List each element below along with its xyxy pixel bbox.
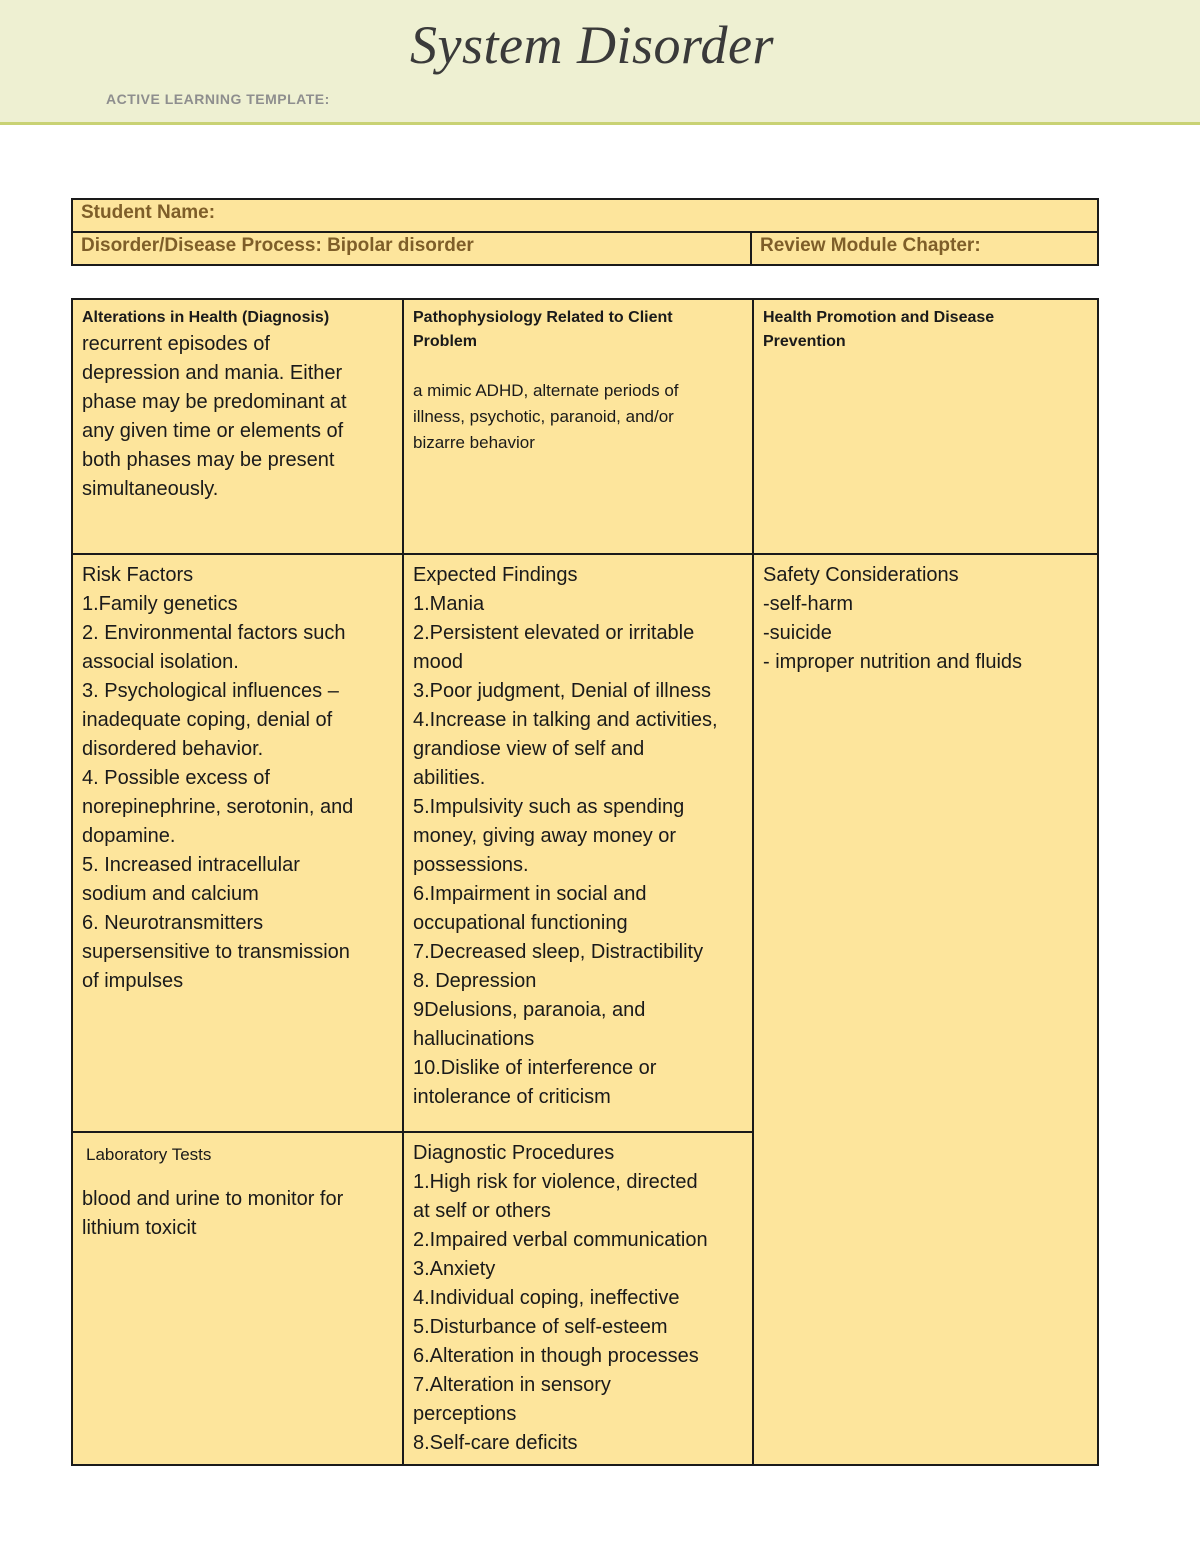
pathophysiology-heading: Pathophysiology Related to Client Problem (413, 309, 673, 350)
laboratory-tests-cell (72, 1132, 403, 1465)
diagnostic-procedures-cell (403, 1132, 753, 1465)
safety-considerations-cell (753, 554, 1098, 1465)
expected-findings-heading: Expected Findings (413, 564, 578, 586)
expected-findings-list: 1.Mania 2.Persistent elevated or irritable mood 3.Poor judgment, Denial of illness 4.Increase in talking and activities, grandiose view of self and abilities. 5.Impulsivity such as spending money, giving away money or possessions. 6.Impairment in social and occupational functioning 7.Decreased sleep, Distractibility 8. Depression 9Delusions, paranoia, and hallucinations 10.Dislike of interference or intolerance of criticism (413, 593, 718, 1108)
student-name-field: Student Name: (72, 199, 1098, 232)
diagnostic-list: 1.High risk for violence, directed at self or others 2.Impaired verbal communication 3.Anxiety 4.Individual coping, ineffective 5.Disturbance of self-esteem 6.Alteration in though processes 7.Alteration in sensory perceptions 8.Self-care deficits (413, 1171, 708, 1454)
alterations-text: recurrent episodes of depression and mania. Either phase may be predominant at any given time or elements of both phases may be present simultaneously. (82, 333, 347, 500)
page-title: System Disorder (410, 15, 774, 75)
risk-factors-heading: Risk Factors (82, 564, 194, 586)
expected-findings-cell (403, 554, 753, 1132)
pathophysiology-text: a mimic ADHD, alternate periods of illness, psychotic, paranoid, and/or bizarre behavior (413, 381, 679, 452)
lab-tests-text: blood and urine to monitor for lithium toxicit (82, 1188, 344, 1239)
health-promotion-heading: Health Promotion and Disease Prevention (763, 309, 995, 350)
alterations-heading: Alterations in Health (Diagnosis) (82, 309, 330, 326)
pathophysiology-cell (403, 299, 753, 554)
disorder-grid (71, 298, 1099, 1466)
template-label: ACTIVE LEARNING TEMPLATE: (106, 91, 330, 107)
health-promotion-cell (753, 299, 1098, 554)
safety-heading: Safety Considerations (763, 564, 959, 586)
risk-factors-list: 1.Family genetics 2. Environmental factors such associal isolation. 3. Psychological influences – inadequate coping, denial of disordered behavior. 4. Possible excess of norepinephrine, serotonin, and dopamine. 5. Increased intracellular sodium and calcium 6. Neurotransmitters supersensitive to transmission of impulses (82, 593, 354, 992)
diagnostic-heading: Diagnostic Procedures (413, 1142, 615, 1164)
alterations-cell (72, 299, 403, 554)
disorder-field: Disorder/Disease Process: Bipolar disorder (72, 232, 751, 265)
lab-tests-heading: Laboratory Tests (86, 1145, 212, 1164)
review-module-field: Review Module Chapter: (751, 232, 1098, 265)
student-info-table (71, 198, 1099, 266)
template-header (0, 0, 1200, 125)
safety-list: -self-harm -suicide - improper nutrition and fluids (763, 593, 1023, 673)
risk-factors-cell (72, 554, 403, 1132)
